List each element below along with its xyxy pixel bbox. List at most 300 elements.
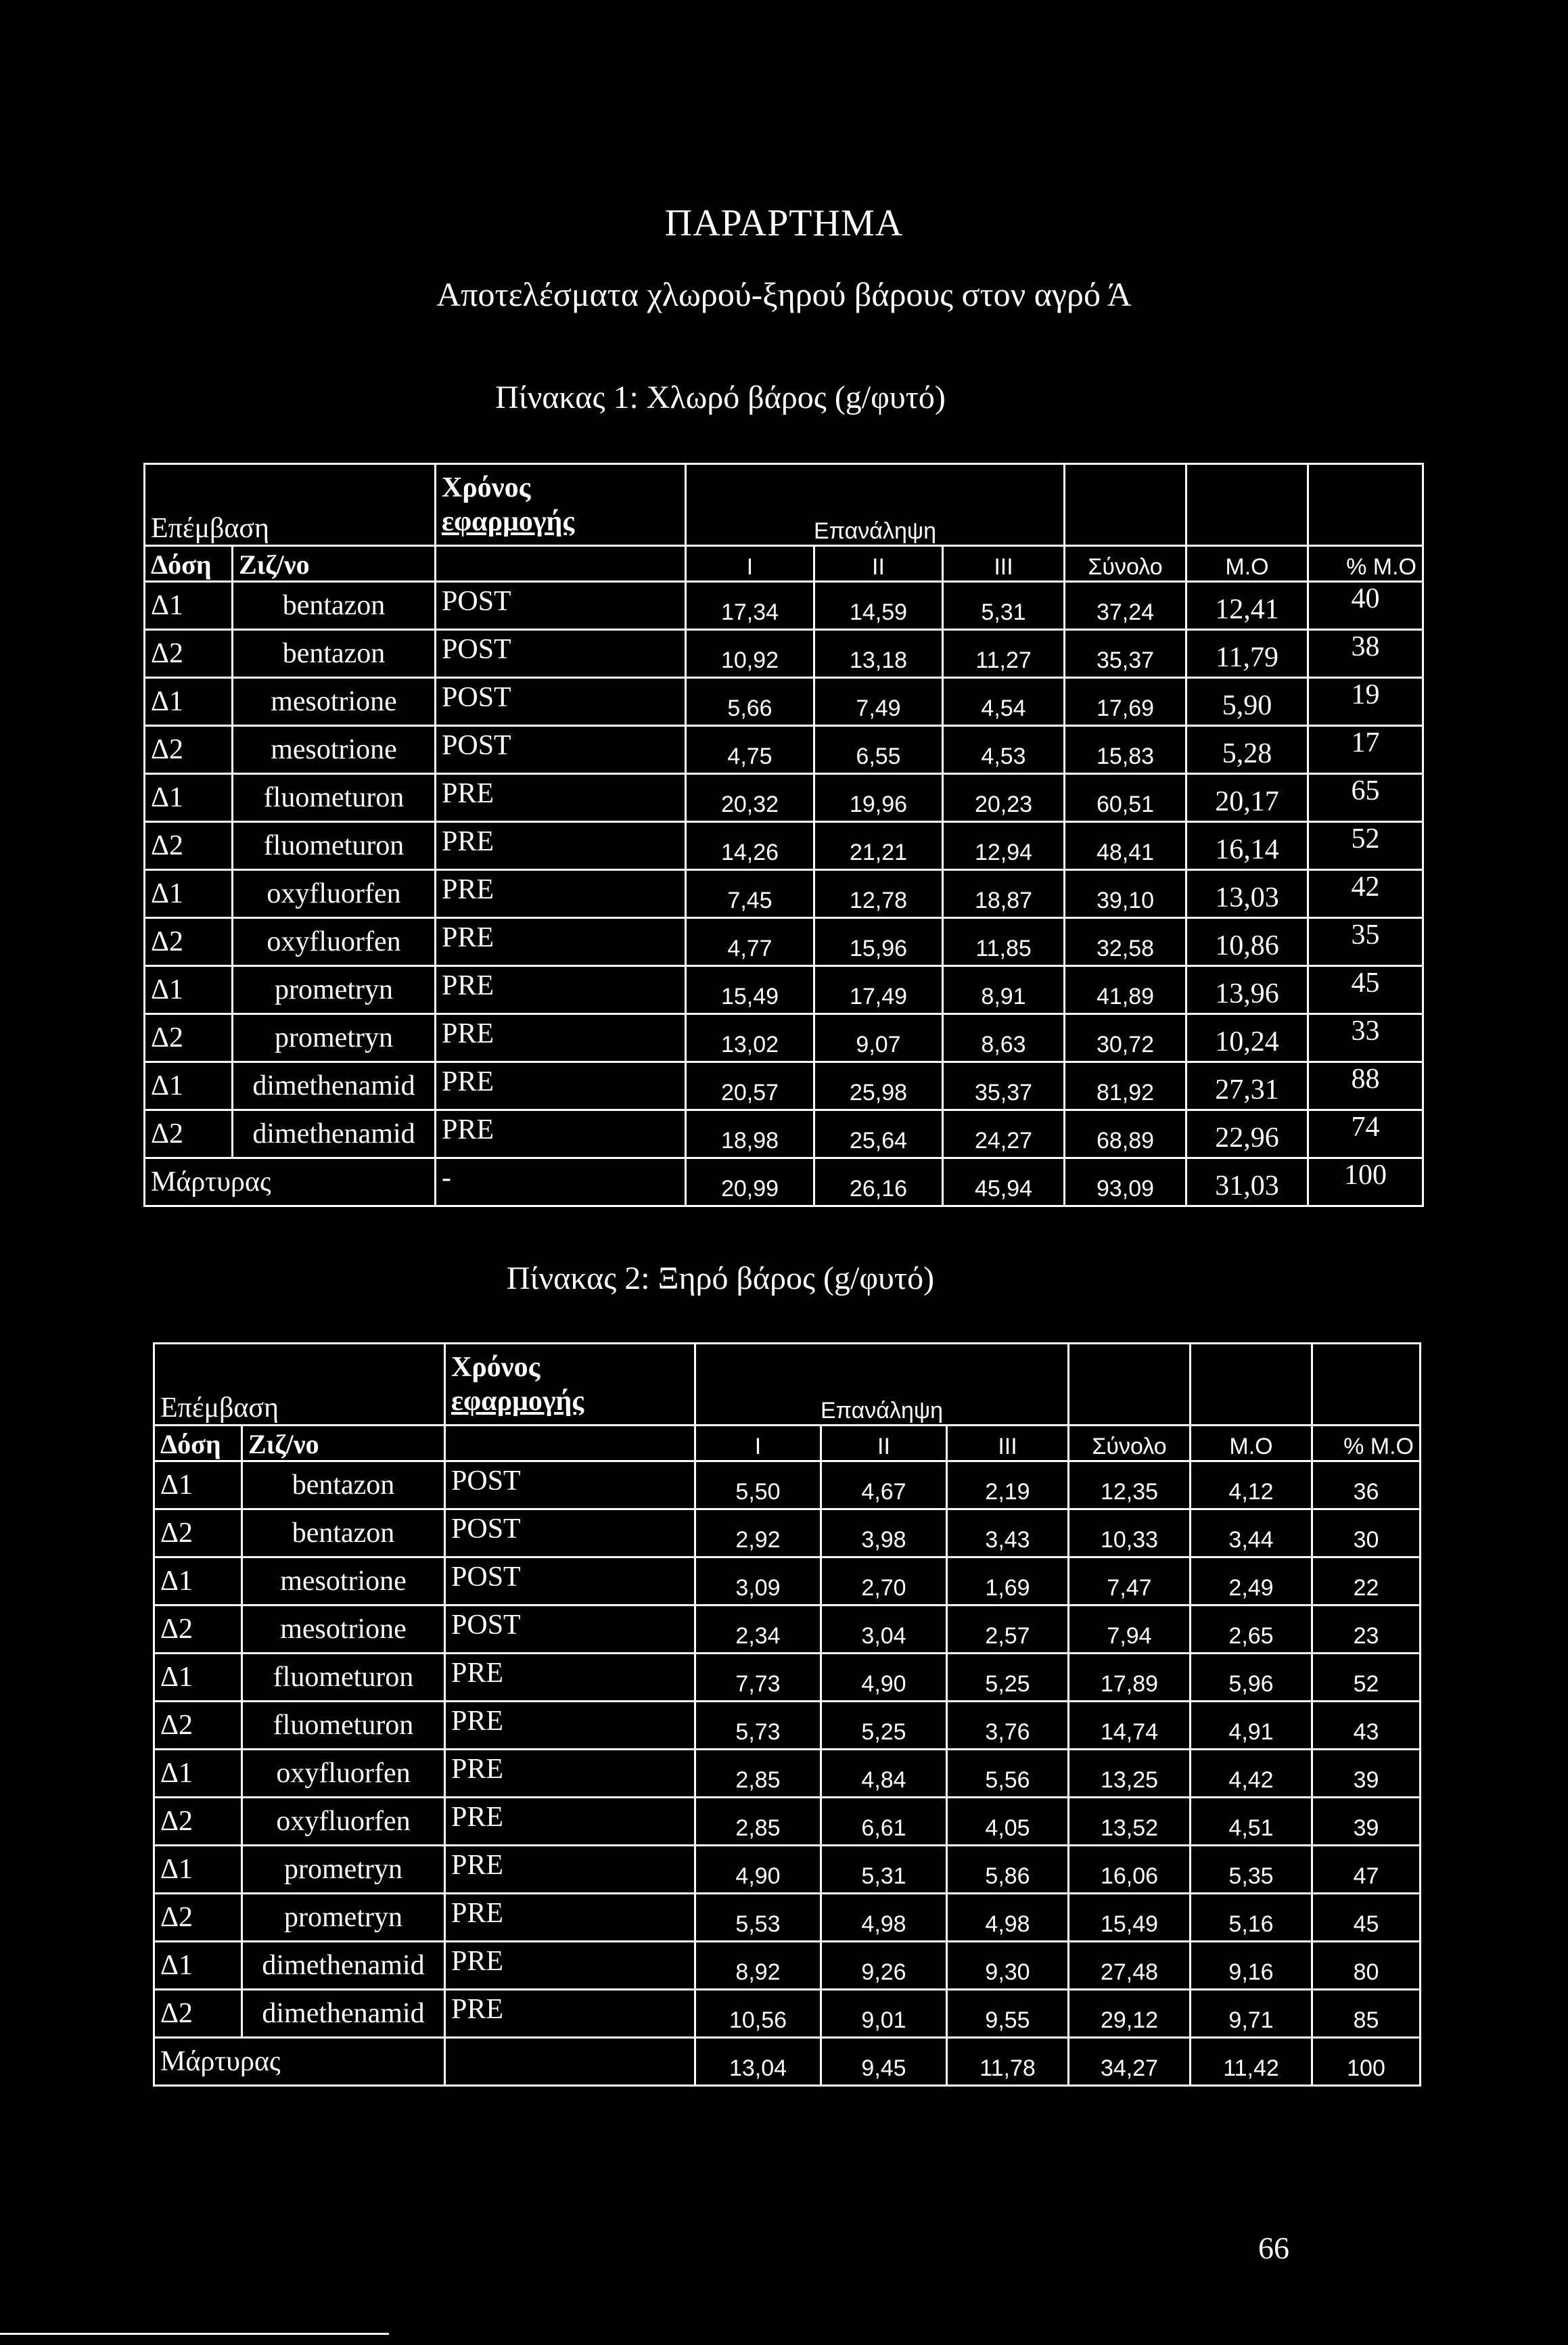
- table-row: [145, 630, 1423, 678]
- header-empty-total: [1069, 1344, 1191, 1426]
- pct-mean-cell: 100: [1312, 2038, 1421, 2086]
- pct-mean-cell: 40: [1308, 582, 1423, 630]
- control-label: Μάρτυρας: [145, 1158, 436, 1206]
- table-row: [145, 1110, 1423, 1158]
- pct-mean-cell: 52: [1308, 822, 1423, 870]
- rep3-cell: 18,87: [943, 870, 1065, 918]
- total-cell: 16,06: [1069, 1846, 1191, 1894]
- herbicide-cell: mesotrione: [233, 678, 436, 726]
- header-replication: Επανάληψη: [686, 464, 1065, 546]
- header-mean: Μ.Ο: [1191, 1426, 1312, 1461]
- control-label: Μάρτυρας: [154, 2038, 445, 2086]
- herbicide-cell: oxyfluorfen: [242, 1750, 445, 1798]
- total-cell: 39,10: [1065, 870, 1186, 918]
- herbicide-cell: fluometuron: [233, 822, 436, 870]
- footnote-rule: [0, 2333, 389, 2335]
- dose-cell: Δ2: [154, 1702, 242, 1750]
- header-herbicide: Ζιζ/νο: [242, 1426, 445, 1461]
- rep2-cell: 21,21: [814, 822, 943, 870]
- total-cell: 15,83: [1065, 726, 1186, 774]
- dose-cell: Δ1: [154, 1750, 242, 1798]
- herbicide-cell: mesotrione: [242, 1606, 445, 1654]
- herbicide-cell: bentazon: [233, 582, 436, 630]
- application-time-cell: PRE: [436, 870, 686, 918]
- mean-cell: 10,86: [1186, 918, 1308, 966]
- dose-cell: Δ2: [145, 918, 233, 966]
- rep3-cell: 9,55: [947, 1990, 1069, 2038]
- rep1-cell: 20,32: [686, 774, 814, 822]
- dose-cell: Δ1: [145, 678, 233, 726]
- rep1-cell: 10,56: [695, 1990, 821, 2038]
- rep3-cell: 3,76: [947, 1702, 1069, 1750]
- table1-header-row2: [145, 546, 1423, 582]
- herbicide-cell: prometryn: [242, 1894, 445, 1942]
- mean-cell: 4,51: [1191, 1798, 1312, 1846]
- rep1-cell: 5,66: [686, 678, 814, 726]
- pct-mean-cell: 17: [1308, 726, 1423, 774]
- rep1-cell: 13,04: [695, 2038, 821, 2086]
- rep3-cell: 35,37: [943, 1062, 1065, 1110]
- herbicide-cell: prometryn: [233, 1014, 436, 1062]
- header-mean: Μ.Ο: [1186, 546, 1308, 582]
- herbicide-cell: bentazon: [242, 1461, 445, 1509]
- rep1-cell: 2,85: [695, 1750, 821, 1798]
- mean-cell: 4,12: [1191, 1461, 1312, 1509]
- mean-cell: 5,28: [1186, 726, 1308, 774]
- pct-mean-cell: 36: [1312, 1461, 1421, 1509]
- application-time-cell: -: [436, 1158, 686, 1206]
- rep1-cell: 2,85: [695, 1798, 821, 1846]
- rep1-cell: 5,50: [695, 1461, 821, 1509]
- pct-mean-cell: 39: [1312, 1798, 1421, 1846]
- header-application-time: [445, 1344, 695, 1426]
- pct-mean-cell: 45: [1308, 966, 1423, 1014]
- application-time-cell: PRE: [445, 1942, 695, 1990]
- mean-cell: 13,96: [1186, 966, 1308, 1014]
- dose-cell: Δ1: [154, 1461, 242, 1509]
- application-time-cell: PRE: [445, 1702, 695, 1750]
- page-number: 66: [1258, 2231, 1289, 2265]
- total-cell: 32,58: [1065, 918, 1186, 966]
- control-row: [154, 2038, 1421, 2086]
- mean-cell: 16,14: [1186, 822, 1308, 870]
- mean-cell: 4,91: [1191, 1702, 1312, 1750]
- total-cell: 93,09: [1065, 1158, 1186, 1206]
- herbicide-cell: mesotrione: [242, 1557, 445, 1606]
- header-dose: Δόση: [145, 546, 233, 582]
- dose-cell: Δ2: [154, 1798, 242, 1846]
- mean-cell: 10,24: [1186, 1014, 1308, 1062]
- rep1-cell: 17,34: [686, 582, 814, 630]
- dose-cell: Δ1: [145, 966, 233, 1014]
- total-cell: 10,33: [1069, 1509, 1191, 1557]
- table-row: [145, 1062, 1423, 1110]
- mean-cell: 11,42: [1191, 2038, 1312, 2086]
- table-row: [145, 870, 1423, 918]
- table-row: [154, 1654, 1421, 1702]
- mean-cell: 20,17: [1186, 774, 1308, 822]
- application-time-cell: POST: [436, 726, 686, 774]
- rep3-cell: 4,53: [943, 726, 1065, 774]
- rep3-cell: 1,69: [947, 1557, 1069, 1606]
- pct-mean-cell: 38: [1308, 630, 1423, 678]
- mean-cell: 3,44: [1191, 1509, 1312, 1557]
- dose-cell: Δ2: [145, 630, 233, 678]
- rep2-cell: 25,64: [814, 1110, 943, 1158]
- dose-cell: Δ2: [145, 1110, 233, 1158]
- table-row: [154, 1461, 1421, 1509]
- header-rep1: I: [686, 546, 814, 582]
- application-time-cell: PRE: [445, 1990, 695, 2038]
- mean-cell: 13,03: [1186, 870, 1308, 918]
- table-row: [145, 582, 1423, 630]
- rep1-cell: 10,92: [686, 630, 814, 678]
- rep2-cell: 15,96: [814, 918, 943, 966]
- rep3-cell: 5,86: [947, 1846, 1069, 1894]
- rep2-cell: 9,45: [821, 2038, 947, 2086]
- total-cell: 14,74: [1069, 1702, 1191, 1750]
- pct-mean-cell: 80: [1312, 1942, 1421, 1990]
- header-total: Σύνολο: [1069, 1426, 1191, 1461]
- application-time-cell: PRE: [436, 966, 686, 1014]
- table-row: [154, 1750, 1421, 1798]
- rep1-cell: 2,34: [695, 1606, 821, 1654]
- table2-header-row1: [154, 1344, 1421, 1426]
- pct-mean-cell: 52: [1312, 1654, 1421, 1702]
- application-time-cell: POST: [436, 630, 686, 678]
- total-cell: 7,47: [1069, 1557, 1191, 1606]
- pct-mean-cell: 88: [1308, 1062, 1423, 1110]
- rep3-cell: 4,54: [943, 678, 1065, 726]
- header-rep1: I: [695, 1426, 821, 1461]
- pct-mean-cell: 85: [1312, 1990, 1421, 2038]
- table2-dry-weight: [153, 1342, 1421, 2087]
- table1-fresh-weight: [143, 463, 1424, 1207]
- table2-header-row2: [154, 1426, 1421, 1461]
- table-row: [154, 1557, 1421, 1606]
- header-empty-pct: [1312, 1344, 1421, 1426]
- total-cell: 13,25: [1069, 1750, 1191, 1798]
- header-time-line2: εφαρμογής: [442, 506, 575, 537]
- pct-mean-cell: 47: [1312, 1846, 1421, 1894]
- rep2-cell: 17,49: [814, 966, 943, 1014]
- mean-cell: 22,96: [1186, 1110, 1308, 1158]
- rep3-cell: 20,23: [943, 774, 1065, 822]
- dose-cell: Δ1: [154, 1654, 242, 1702]
- pct-mean-cell: 39: [1312, 1750, 1421, 1798]
- total-cell: 30,72: [1065, 1014, 1186, 1062]
- pct-mean-cell: 74: [1308, 1110, 1423, 1158]
- total-cell: 37,24: [1065, 582, 1186, 630]
- header-rep2: II: [821, 1426, 947, 1461]
- herbicide-cell: mesotrione: [233, 726, 436, 774]
- control-row: [145, 1158, 1423, 1206]
- mean-cell: 5,35: [1191, 1846, 1312, 1894]
- header-empty-pct: [1308, 464, 1423, 546]
- application-time-cell: PRE: [436, 1062, 686, 1110]
- application-time-cell: PRE: [436, 774, 686, 822]
- total-cell: 17,89: [1069, 1654, 1191, 1702]
- application-time-cell: PRE: [436, 918, 686, 966]
- dose-cell: Δ2: [145, 822, 233, 870]
- table-row: [154, 1846, 1421, 1894]
- rep3-cell: 5,25: [947, 1654, 1069, 1702]
- table1-body: [145, 464, 1423, 1206]
- dose-cell: Δ2: [145, 726, 233, 774]
- rep1-cell: 20,57: [686, 1062, 814, 1110]
- herbicide-cell: dimethenamid: [233, 1110, 436, 1158]
- rep2-cell: 3,04: [821, 1606, 947, 1654]
- herbicide-cell: bentazon: [242, 1509, 445, 1557]
- rep3-cell: 5,56: [947, 1750, 1069, 1798]
- dose-cell: Δ1: [145, 1062, 233, 1110]
- dose-cell: Δ1: [145, 870, 233, 918]
- pct-mean-cell: 33: [1308, 1014, 1423, 1062]
- rep2-cell: 12,78: [814, 870, 943, 918]
- header-dose: Δόση: [154, 1426, 242, 1461]
- application-time-cell: PRE: [436, 1014, 686, 1062]
- total-cell: 34,27: [1069, 2038, 1191, 2086]
- rep2-cell: 4,98: [821, 1894, 947, 1942]
- herbicide-cell: fluometuron: [242, 1654, 445, 1702]
- dose-cell: Δ2: [154, 1894, 242, 1942]
- table-row: [154, 1942, 1421, 1990]
- table-row: [145, 726, 1423, 774]
- document-subtitle: Αποτελέσματα χλωρού-ξηρού βάρους στον αγρό Ά: [436, 275, 1132, 313]
- pct-mean-cell: 65: [1308, 774, 1423, 822]
- rep3-cell: 45,94: [943, 1158, 1065, 1206]
- rep3-cell: 12,94: [943, 822, 1065, 870]
- herbicide-cell: fluometuron: [242, 1702, 445, 1750]
- header-application-time: [436, 464, 686, 546]
- total-cell: 12,35: [1069, 1461, 1191, 1509]
- header-rep3: III: [947, 1426, 1069, 1461]
- rep2-cell: 2,70: [821, 1557, 947, 1606]
- document-title: ΠΑΡΑΡΤΗΜΑ: [664, 202, 904, 244]
- total-cell: 29,12: [1069, 1990, 1191, 2038]
- herbicide-cell: oxyfluorfen: [233, 870, 436, 918]
- rep2-cell: 3,98: [821, 1509, 947, 1557]
- rep2-cell: 19,96: [814, 774, 943, 822]
- rep1-cell: 13,02: [686, 1014, 814, 1062]
- rep2-cell: 9,07: [814, 1014, 943, 1062]
- table-row: [154, 1894, 1421, 1942]
- application-time-cell: PRE: [445, 1798, 695, 1846]
- table-row: [154, 1798, 1421, 1846]
- rep3-cell: 2,57: [947, 1606, 1069, 1654]
- table-row: [154, 1606, 1421, 1654]
- total-cell: 15,49: [1069, 1894, 1191, 1942]
- rep1-cell: 14,26: [686, 822, 814, 870]
- table1-header-row1: [145, 464, 1423, 546]
- header-rep3: III: [943, 546, 1065, 582]
- dose-cell: Δ2: [145, 1014, 233, 1062]
- rep3-cell: 11,27: [943, 630, 1065, 678]
- total-cell: 60,51: [1065, 774, 1186, 822]
- rep1-cell: 4,77: [686, 918, 814, 966]
- rep3-cell: 24,27: [943, 1110, 1065, 1158]
- table1-caption: Πίνακας 1: Χλωρό βάρος (g/φυτό): [495, 380, 946, 415]
- total-cell: 35,37: [1065, 630, 1186, 678]
- mean-cell: 27,31: [1186, 1062, 1308, 1110]
- herbicide-cell: dimethenamid: [242, 1990, 445, 2038]
- mean-cell: 2,49: [1191, 1557, 1312, 1606]
- rep2-cell: 9,26: [821, 1942, 947, 1990]
- mean-cell: 9,71: [1191, 1990, 1312, 2038]
- total-cell: 7,94: [1069, 1606, 1191, 1654]
- rep1-cell: 2,92: [695, 1509, 821, 1557]
- rep1-cell: 8,92: [695, 1942, 821, 1990]
- application-time-cell: POST: [436, 582, 686, 630]
- pct-mean-cell: 100: [1308, 1158, 1423, 1206]
- rep1-cell: 18,98: [686, 1110, 814, 1158]
- application-time-cell: POST: [445, 1509, 695, 1557]
- table-row: [145, 918, 1423, 966]
- application-time-cell: POST: [445, 1606, 695, 1654]
- mean-cell: 5,96: [1191, 1654, 1312, 1702]
- mean-cell: 31,03: [1186, 1158, 1308, 1206]
- table-row: [145, 966, 1423, 1014]
- dose-cell: Δ1: [154, 1942, 242, 1990]
- rep1-cell: 5,73: [695, 1702, 821, 1750]
- rep1-cell: 15,49: [686, 966, 814, 1014]
- total-cell: 41,89: [1065, 966, 1186, 1014]
- herbicide-cell: oxyfluorfen: [233, 918, 436, 966]
- table-row: [154, 1702, 1421, 1750]
- rep1-cell: 4,90: [695, 1846, 821, 1894]
- table2-body: [154, 1344, 1421, 2086]
- table-row: [145, 678, 1423, 726]
- total-cell: 27,48: [1069, 1942, 1191, 1990]
- header-empty-mean: [1191, 1344, 1312, 1426]
- rep2-cell: 9,01: [821, 1990, 947, 2038]
- dose-cell: Δ2: [154, 1606, 242, 1654]
- application-time-cell: POST: [445, 1557, 695, 1606]
- mean-cell: 2,65: [1191, 1606, 1312, 1654]
- rep2-cell: 6,55: [814, 726, 943, 774]
- header-empty-time: [436, 546, 686, 582]
- mean-cell: 5,16: [1191, 1894, 1312, 1942]
- application-time-cell: [445, 2038, 695, 2086]
- rep3-cell: 8,91: [943, 966, 1065, 1014]
- herbicide-cell: bentazon: [233, 630, 436, 678]
- rep2-cell: 4,67: [821, 1461, 947, 1509]
- header-rep2: II: [814, 546, 943, 582]
- table-row: [154, 1509, 1421, 1557]
- header-time-line1: Χρόνος: [442, 472, 531, 503]
- total-cell: 13,52: [1069, 1798, 1191, 1846]
- rep3-cell: 11,85: [943, 918, 1065, 966]
- application-time-cell: PRE: [445, 1894, 695, 1942]
- rep3-cell: 3,43: [947, 1509, 1069, 1557]
- total-cell: 68,89: [1065, 1110, 1186, 1158]
- header-time-line1: Χρόνος: [451, 1352, 540, 1383]
- header-empty-time: [445, 1426, 695, 1461]
- mean-cell: 4,42: [1191, 1750, 1312, 1798]
- pct-mean-cell: 23: [1312, 1606, 1421, 1654]
- herbicide-cell: dimethenamid: [233, 1062, 436, 1110]
- application-time-cell: POST: [445, 1461, 695, 1509]
- table-row: [145, 822, 1423, 870]
- header-herbicide: Ζιζ/νο: [233, 546, 436, 582]
- mean-cell: 11,79: [1186, 630, 1308, 678]
- header-empty-total: [1065, 464, 1186, 546]
- table2-caption: Πίνακας 2: Ξηρό βάρος (g/φυτό): [506, 1260, 935, 1296]
- rep2-cell: 26,16: [814, 1158, 943, 1206]
- rep3-cell: 4,98: [947, 1894, 1069, 1942]
- pct-mean-cell: 45: [1312, 1894, 1421, 1942]
- herbicide-cell: prometryn: [242, 1846, 445, 1894]
- header-replication: Επανάληψη: [695, 1344, 1069, 1426]
- dose-cell: Δ2: [154, 1509, 242, 1557]
- mean-cell: 5,90: [1186, 678, 1308, 726]
- mean-cell: 9,16: [1191, 1942, 1312, 1990]
- rep3-cell: 5,31: [943, 582, 1065, 630]
- header-treatment: Επέμβαση: [154, 1344, 445, 1426]
- rep2-cell: 4,90: [821, 1654, 947, 1702]
- rep2-cell: 7,49: [814, 678, 943, 726]
- dose-cell: Δ1: [154, 1557, 242, 1606]
- table-row: [145, 1014, 1423, 1062]
- rep2-cell: 5,25: [821, 1702, 947, 1750]
- application-time-cell: PRE: [445, 1654, 695, 1702]
- rep2-cell: 5,31: [821, 1846, 947, 1894]
- herbicide-cell: fluometuron: [233, 774, 436, 822]
- rep2-cell: 25,98: [814, 1062, 943, 1110]
- dose-cell: Δ1: [145, 582, 233, 630]
- table-row: [154, 1990, 1421, 2038]
- rep2-cell: 14,59: [814, 582, 943, 630]
- rep3-cell: 4,05: [947, 1798, 1069, 1846]
- dose-cell: Δ1: [154, 1846, 242, 1894]
- total-cell: 81,92: [1065, 1062, 1186, 1110]
- rep3-cell: 9,30: [947, 1942, 1069, 1990]
- total-cell: 48,41: [1065, 822, 1186, 870]
- rep1-cell: 7,73: [695, 1654, 821, 1702]
- rep1-cell: 20,99: [686, 1158, 814, 1206]
- application-time-cell: PRE: [436, 1110, 686, 1158]
- pct-mean-cell: 30: [1312, 1509, 1421, 1557]
- rep3-cell: 8,63: [943, 1014, 1065, 1062]
- herbicide-cell: prometryn: [233, 966, 436, 1014]
- pct-mean-cell: 35: [1308, 918, 1423, 966]
- header-time-line2: εφαρμογής: [451, 1386, 584, 1417]
- pct-mean-cell: 42: [1308, 870, 1423, 918]
- dose-cell: Δ2: [154, 1990, 242, 2038]
- mean-cell: 12,41: [1186, 582, 1308, 630]
- rep2-cell: 6,61: [821, 1798, 947, 1846]
- rep2-cell: 13,18: [814, 630, 943, 678]
- total-cell: 17,69: [1065, 678, 1186, 726]
- application-time-cell: PRE: [436, 822, 686, 870]
- header-pct-mean: % Μ.Ο: [1308, 546, 1423, 582]
- herbicide-cell: oxyfluorfen: [242, 1798, 445, 1846]
- pct-mean-cell: 22: [1312, 1557, 1421, 1606]
- header-treatment: Επέμβαση: [145, 464, 436, 546]
- application-time-cell: PRE: [445, 1846, 695, 1894]
- rep2-cell: 4,84: [821, 1750, 947, 1798]
- pct-mean-cell: 43: [1312, 1702, 1421, 1750]
- rep1-cell: 5,53: [695, 1894, 821, 1942]
- rep3-cell: 11,78: [947, 2038, 1069, 2086]
- table-row: [145, 774, 1423, 822]
- rep1-cell: 7,45: [686, 870, 814, 918]
- rep1-cell: 4,75: [686, 726, 814, 774]
- rep3-cell: 2,19: [947, 1461, 1069, 1509]
- application-time-cell: PRE: [445, 1750, 695, 1798]
- header-empty-mean: [1186, 464, 1308, 546]
- dose-cell: Δ1: [145, 774, 233, 822]
